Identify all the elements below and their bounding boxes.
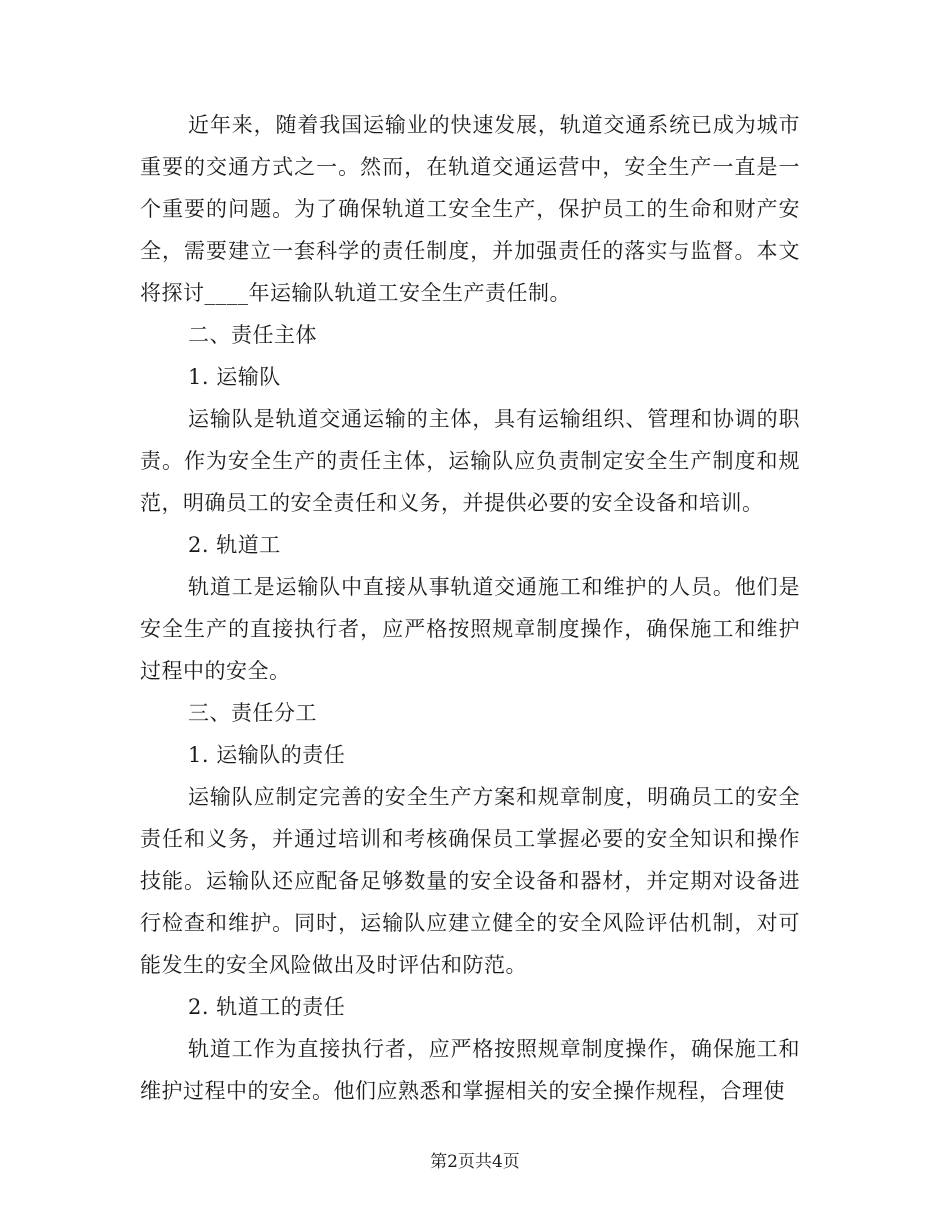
paragraph-transport-team: 运输队是轨道交通运输的主体，具有运输组织、管理和协调的职责。作为安全生产的责任主体，运输队应负责制定安全生产制度和规范，明确员工的安全责任和义务，并提供必要的安全设备和培训。 (140, 407, 800, 515)
section-heading-division-of-responsibility: 三、责任分工 (188, 701, 317, 725)
intro-paragraph: 近年来，随着我国运输业的快速发展，轨道交通系统已成为城市重要的交通方式之一。然而，在轨道交通运营中，安全生产一直是一个重要的问题。为了确保轨道工安全生产，保护员工的生命和财产安全，需要建立一套科学的责任制度，并加强责任的落实与监督。本文将探讨____年运输队轨道工安全生产责任制。 (140, 113, 800, 305)
subheading-track-worker: 2. 轨道工 (188, 533, 281, 557)
paragraph-track-worker-responsibility: 轨道工作为直接执行者，应严格按照规章制度操作，确保施工和维护过程中的安全。他们应熟悉和掌握相关的安全操作规程，合理使 (140, 1037, 800, 1103)
page-number-footer: 第2页共4页 (430, 1152, 520, 1172)
paragraph-transport-team-responsibility: 运输队应制定完善的安全生产方案和规章制度，明确员工的安全责任和义务，并通过培训和考核确保员工掌握必要的安全知识和操作技能。运输队还应配备足够数量的安全设备和器材，并定期对设备进行检查和维护。同时，运输队应建立健全的安全风险评估机制，对可能发生的安全风险做出及时评估和防范。 (140, 785, 800, 977)
subheading-transport-team-responsibility: 1. 运输队的责任 (188, 743, 346, 767)
document-body (140, 104, 800, 1112)
section-heading-responsible-parties: 二、责任主体 (188, 323, 317, 347)
subheading-transport-team: 1. 运输队 (188, 365, 281, 389)
subheading-track-worker-responsibility: 2. 轨道工的责任 (188, 995, 346, 1019)
paragraph-track-worker: 轨道工是运输队中直接从事轨道交通施工和维护的人员。他们是安全生产的直接执行者，应严格按照规章制度操作，确保施工和维护过程中的安全。 (140, 575, 800, 683)
